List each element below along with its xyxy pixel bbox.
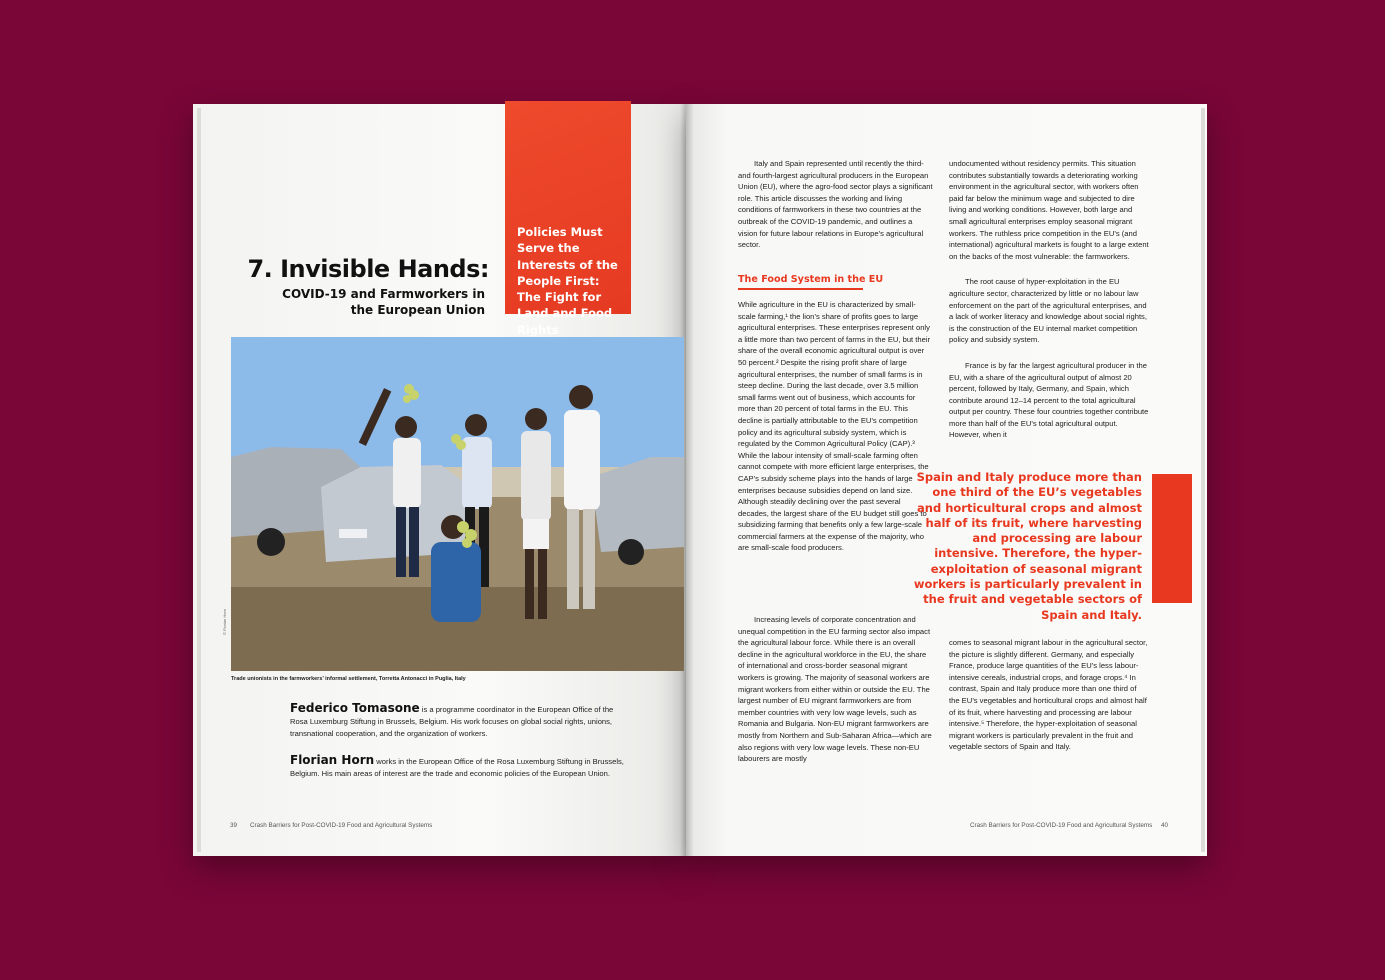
intro-column <box>738 158 933 259</box>
bio-federico <box>290 702 630 741</box>
body-paragraph-3: undocumented without residency permits. This situation contributes substantially towards a deteriorating working environment in the agricultural sector, with workers often paid far below the minimum wage and subjected to dire living and working conditions. However, both large and small agricultural enterprises employ seasonal migrant workers. The ruthless price competition in the EU’s (and international) agricultural markets is fought to a large extent on the backs of the most vulnerable: the farmworkers. <box>949 159 1149 261</box>
right-running-footer: Crash Barriers for Post-COVID-19 Food and Agricultural Systems <box>970 822 1153 829</box>
bio-florian <box>290 754 630 780</box>
bio-federico-text: is a programme coordinator in the European Office of the Rosa Luxemburg Stiftung in Brussels, Belgium. His work focuses on global social rights, unions, transnational cooperation, and the organization of workers. <box>290 705 614 739</box>
page-edge-right <box>1201 108 1205 852</box>
section-heading: The Food System in the EU <box>738 274 884 285</box>
body-paragraph-1: While agriculture in the EU is characterized by small-scale farming,¹ the lion’s share of profits goes to large agricultural enterprises. These enterprises represent only a little more than two percent of farms in the EU, but their share of the overall economic agricultural output is over 50 percent.² Despite the rising profit share of large agricultural enterprises, the number of small farms is in steep decline. During the last decade, over 3.5 million small farms went out of business, which accounts for more than 20 percent of total farms in the EU. This decline is partially attributable to the EU’s competition policy and its agricultural subsidy system, which is regulated by the Common Agricultural Policy (CAP).³ While the labour intensity of small-scale farming often cannot compete with more efficient large enterprises, the CAP’s subsidy scheme plays into the hands of large enterprises because subsidies depend on land size. Although steadily declining over the past several decades, the largest share of the EU budget still goes to subsidizing farming that benefits only a few large-scale commercial farmers at the expense of the majority, who are small-scale food producers. <box>738 300 931 553</box>
chapter-title <box>247 255 489 283</box>
page-edge-left <box>197 108 201 852</box>
chapter-red-box <box>505 101 631 337</box>
chapter-red-box-text: Policies Must Serve the Interests of the People First: The Fight for Land and Food Rights <box>517 225 618 337</box>
body-column-2a <box>949 158 1149 449</box>
photo-illustration <box>231 337 684 671</box>
intro-paragraph: Italy and Spain represented until recently the third- and fourth-largest agricultural producers in the European Union (EU), where the agro-food sector plays a significant role. This article discusses the working and living conditions of farmworkers in these two countries at the outbreak of the COVID-19 pandemic, and outlines a vision for future labour relations in Europe’s agricultural sector. <box>738 159 933 250</box>
body-paragraph-6: comes to seasonal migrant labour in the agricultural sector, the picture is slightly different. Germany, and especially France, produce large quantities of the EU’s less labour-intensive cereals, industrial crops, and forage crops.⁴ In contrast, Spain and Italy produce more than one third of the EU’s vegetables and horticultural crops and almost half of its fruit, where harvesting and processing are labour intensive.⁵ Therefore, the hyper-exploitation of seasonal migrant workers is particularly prevalent in the fruit and vegetable sectors of Spain and Italy. <box>949 638 1148 752</box>
body-column-1b <box>738 614 933 773</box>
bio-florian-text: works in the European Office of the Rosa Luxemburg Stiftung in Brussels, Belgium. His main areas of interest are the trade and economic policies of the European Union. <box>290 757 624 779</box>
bio-florian-name: Florian Horn <box>290 753 375 767</box>
pull-quote: Spain and Italy produce more than one third of the EU’s vegetables and horticultural crops and almost half of its fruit, where harvesting and processing are labour intensive. Therefore, the hyper-exploitation of seasonal migrant workers is particularly prevalent in the fruit and vegetable sectors of Spain and Italy. <box>913 470 1142 622</box>
body-paragraph-2: Increasing levels of corporate concentration and unequal competition in the EU farming sector also impact the agricultural labour force. While there is an overall decline in the agricultural workforce in the EU, the share of international and cross-border seasonal migrant workers is growing. The majority of seasonal workers are migrant workers from either within or outside the EU. The largest number of EU migrant farmworkers are from member countries with very low wage levels, such as Romania and Bulgaria. Non-EU migrant farmworkers are mostly from Northern and Sub-Saharan Africa—which are also regions with very low wage levels. These non-EU labourers are mostly <box>738 615 932 764</box>
left-page-number: 39 <box>230 822 238 829</box>
photo-credit: © Florian Horn <box>222 608 227 635</box>
body-paragraph-5: France is by far the largest agricultural producer in the EU, with a share of the agricultural output of almost 20 percent, followed by Italy, Germany, and Spain, which contribute around 12–14 percent to the total agricultural output per country. These four countries together contribute more than half of the EU’s total agricultural output. However, when it <box>949 360 1149 440</box>
pull-quote-bar <box>1152 474 1192 603</box>
left-running-footer: Crash Barriers for Post-COVID-19 Food and Agricultural Systems <box>250 822 433 829</box>
chapter-title-text: 7. Invisible Hands: <box>247 255 489 283</box>
farmworkers-photo <box>231 337 684 671</box>
right-page-number: 40 <box>1161 822 1169 829</box>
bio-federico-name: Federico Tomasone <box>290 701 420 715</box>
body-paragraph-4: The root cause of hyper-exploitation in the EU agriculture sector, characterized by little or no labour law enforcement on the part of the agricultural enterprises, and a lack of worker literacy and knowledge about social rights, is the construction of the EU internal market competition policy and subsidy system. <box>949 277 1147 345</box>
body-column-1a <box>738 299 933 562</box>
body-column-2b <box>949 637 1149 761</box>
section-heading-underline <box>738 288 863 290</box>
chapter-subtitle: COVID-19 and Farmworkers in the European Union <box>282 287 485 317</box>
photo-caption: Trade unionists in the farmworkers’ informal settlement, Torretta Antonacci in Puglia, Italy <box>231 676 466 682</box>
